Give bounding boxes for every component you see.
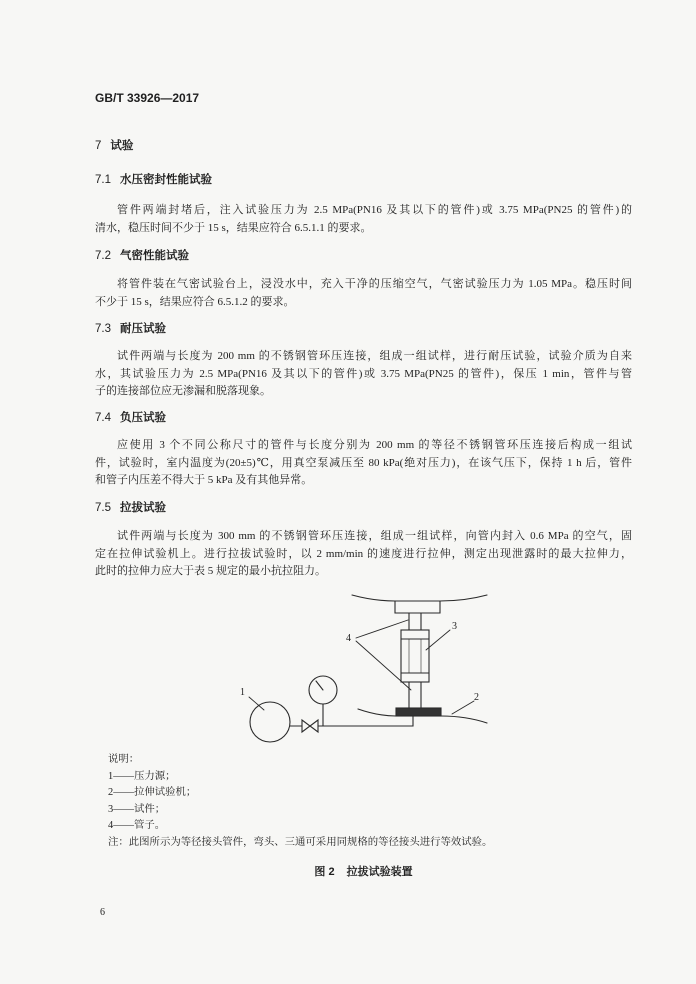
leader-lines: [249, 620, 474, 714]
specimen-fitting: [401, 630, 429, 682]
legend-item: 2——拉伸试验机；: [108, 787, 197, 799]
subsection-number: 7.5: [95, 502, 111, 514]
subsection-title: 耐压试验: [120, 323, 166, 335]
legend-heading: 说明：: [108, 754, 140, 765]
valve-icon: [302, 720, 318, 732]
text-line: 试件两端与长度为 200 mm 的不锈钢管环压连接，组成一组试样，进行耐压试验，试验介质为自来: [117, 350, 632, 362]
subsection-title: 水压密封性能试验: [120, 174, 212, 186]
pressure-source-circle: [250, 702, 290, 742]
label-specimen: 3: [452, 621, 457, 632]
paragraph-7-2: [95, 276, 632, 311]
page-number: 6: [100, 907, 105, 918]
leader-line-3: [426, 630, 450, 650]
label-pipe: 4: [346, 633, 351, 644]
text-line: 应使用 3 个不同公称尺寸的管件与长度分别为 200 mm 的等径不锈钢管环压连接后构成一组试: [117, 439, 632, 451]
legend-item: 1——压力源；: [108, 770, 176, 782]
subsection-heading-7-1: [95, 172, 212, 188]
figure-legend: [108, 752, 492, 852]
subsection-number: 7.4: [95, 412, 111, 424]
text-line: 清水，稳压时间不少于 15 s，结果应符合 6.5.1.1 的要求。: [95, 221, 372, 234]
leader-line-4b: [356, 641, 411, 690]
section-number: 7: [95, 140, 102, 152]
upper-pipe: [409, 613, 421, 630]
text-line: 不少于 15 s，结果应符合 6.5.1.2 的要求。: [95, 295, 295, 308]
text-line: 件，试验时，室内温度为(20±5)℃，用真空泵减压至 80 kPa(绝对压力)，在该气压下，保持 1 h 后，管件: [95, 456, 632, 469]
legend-item: 3——试件；: [108, 803, 166, 815]
upper-crosshead: [352, 595, 487, 601]
figure-note: 注：此图所示为等径接头管件，弯头、三通可采用同规格的等径接头进行等效试验。: [108, 836, 493, 848]
paragraph-7-4: [95, 437, 632, 490]
text-line: 和管子内压差不得大于 5 kPa 及有其他异常。: [95, 474, 313, 487]
supply-line-right: [318, 716, 413, 726]
figure-caption: [95, 864, 632, 880]
lower-clamp: [396, 708, 441, 716]
text-line: 将管件装在气密试验台上，浸没水中，充入干净的压缩空气，气密试验压力为 1.05 MPa。稳压时间: [117, 278, 632, 290]
subsection-title: 拉拔试验: [120, 502, 166, 514]
text-line: 子的连接部位应无渗漏和脱落现象。: [95, 385, 271, 398]
pressure-gauge-icon: [309, 676, 337, 726]
subsection-number: 7.1: [95, 174, 111, 186]
text-line: 试件两端与长度为 300 mm 的不锈钢管环压连接，组成一组试样，向管内封入 0.6 MPa 的空气，固: [117, 530, 632, 542]
text-line: 管件两端封堵后，注入试验压力为 2.5 MPa(PN16 及其以下的管件)或 3.75 MPa(PN25 的管件)的: [117, 204, 632, 216]
subsection-number: 7.2: [95, 250, 111, 262]
text-line: 定在拉伸试验机上。进行拉拔试验时，以 2 mm/min 的速度进行拉伸，测定出现泄露时的最大拉伸力，: [95, 547, 632, 560]
text-line: 此时的拉伸力应大于表 5 规定的最小抗拉阻力。: [95, 565, 326, 578]
paragraph-7-3: [95, 348, 632, 401]
legend-item: 4——管子。: [108, 820, 166, 832]
standard-code-header: GB/T 33926—2017: [95, 91, 200, 105]
figure-title: 拉拔试验装置: [346, 866, 413, 878]
section-heading: [95, 138, 133, 154]
subsection-title: 负压试验: [120, 412, 166, 424]
upper-clamp: [395, 601, 440, 613]
leader-line-2: [452, 701, 474, 714]
label-pressure-source: 1: [240, 687, 245, 698]
subsection-title: 气密性能试验: [120, 250, 189, 262]
leader-line-4a: [356, 620, 408, 638]
subsection-heading-7-2: [95, 248, 189, 264]
tensile-test-setup-diagram: [220, 585, 500, 750]
subsection-heading-7-3: [95, 321, 166, 337]
section-title: 试验: [110, 140, 134, 152]
subsection-number: 7.3: [95, 323, 111, 335]
subsection-heading-7-4: [95, 410, 166, 426]
paragraph-7-5: [95, 528, 632, 581]
text-line: 水，其试验压力为 2.5 MPa(PN16 及其以下的管件)或 3.75 MPa(PN25 的管件)，保压 1 min，管件与管: [95, 367, 632, 380]
lower-pipe: [409, 682, 421, 708]
paragraph-7-1: [95, 202, 632, 237]
label-tensile-machine: 2: [474, 692, 479, 703]
figure-number: 图 2: [314, 866, 335, 878]
subsection-heading-7-5: [95, 500, 166, 516]
